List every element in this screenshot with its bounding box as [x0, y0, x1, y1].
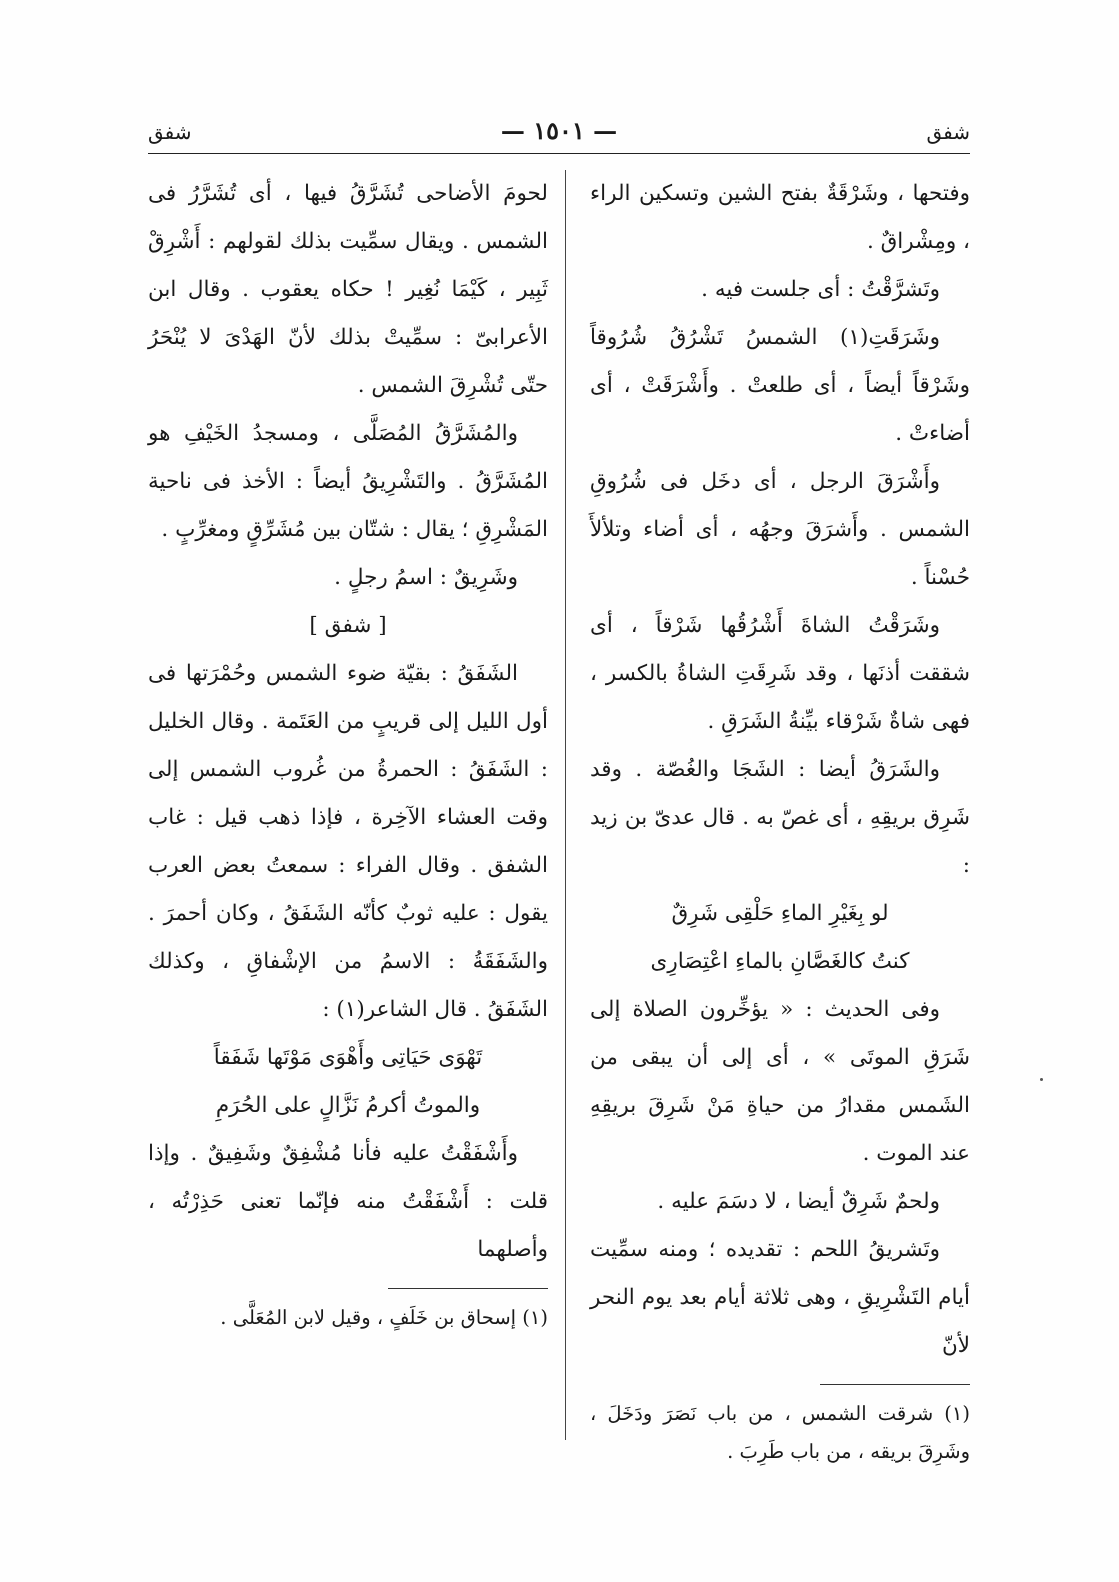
- paragraph: ولحمٌ شَرِقٌ أيضا ، لا دسَمَ عليه .: [657, 1189, 940, 1214]
- running-head-left: شفق: [148, 120, 192, 144]
- footnote: (١) شرقت الشمس ، من باب نَصَرَ ودَخَلَ ، وشَرِقَ بريقه ، من باب طَرِبَ .: [590, 1402, 970, 1463]
- page-header: [148, 112, 970, 152]
- paragraph: وتَشريقُ اللحم : تقديده ؛ ومنه سمِّيت أيام التَشْرِيقِ ، وهى ثلاثة أيام بعد يوم النحر لأنّ: [590, 1237, 970, 1358]
- verse-line: لو بِغَيْرِ الماءِ حَلْقِى شَرِقٌ: [671, 901, 889, 926]
- paragraph: وفى الحديث : « يؤخِّرون الصلاة إلى شَرَقِ الموتَى » ، أى إلى أن يبقى من الشَمس مقدارُ من حياةِ مَنْ شَرِقَ بريقِهِ عند الموت .: [590, 997, 970, 1166]
- paragraph: وأَشْرَقَ الرجل ، أى دخَل فى شُرُوقِ الشمس . وأَشرَقَ وجهُه ، أى أضاء وتلألأَ حُسْناً .: [590, 469, 970, 590]
- left-column: [148, 170, 548, 1337]
- paragraph: وأَشْفَقْتُ عليه فأنا مُشْفِقٌ وشَفِيقٌ . وإذا قلت : أَشْفَقْتُ منه فإنّما تعنى حَذِرْتُه ، وأصلهما: [148, 1141, 548, 1262]
- paragraph: وشَرَقْتُ الشاةَ أَشْرُقُها شَرْقاً ، أى شققت أذنَها ، وقد شَرِقَتِ الشاةُ بالكسر ، فهى شاةٌ شَرْقاء بيِّنةُ الشَرَقِ .: [590, 613, 970, 734]
- right-column: [590, 170, 970, 1471]
- paragraph: والمُشَرَّقُ المُصَلَّى ، ومسجدُ الخَيْفِ هو المُشَرَّقُ . والتَشْرِيقُ أيضاً : الأخذ فى ناحية المَشْرِقِ ؛ يقال : شتّان بين مُشَرِّقٍ ومغرِّبٍ .: [148, 421, 548, 542]
- footnote-rule: [820, 1384, 970, 1385]
- print-speck: [1040, 1078, 1043, 1081]
- verse-line: تَهْوَى حَيَاتِى وأَهْوَى مَوْتَها شَفَقاً: [213, 1045, 483, 1070]
- paragraph: الشَفَقُ : بقيّة ضوء الشمس وحُمْرَتها فى أول الليل إلى قريبٍ من العَتَمة . وقال الخليل : الشَفَقُ : الحمرةُ من غُروب الشمس إلى وقت العشاء الآخِرة ، فإذا ذهب قيل : غاب الشفق . وقال الفراء : سمعتُ بعض العرب يقول : عليه ثوبٌ كأنّه الشَفَقُ ، وكان أحمرَ . والشَفَقَةُ : الاسمُ من الإشْفاقِ ، وكذلك الشَفَقُ . قال الشاعر(١) :: [148, 661, 548, 1022]
- paragraph: والشَرَقُ أيضا : الشَجَا والغُصّة . وقد شَرِق بريقِهِ ، أى غصّ به . قال عدىّ بن زيد :: [590, 757, 970, 878]
- footnote: (١) إسحاق بن خَلَفٍ ، وقيل لابن المُعَلَّى .: [220, 1306, 548, 1329]
- footnote-rule: [388, 1288, 548, 1289]
- paragraph: وفتحها ، وشَرْقَةٌ بفتح الشين وتسكين الراء ، ومِشْراقٌ .: [590, 181, 970, 254]
- header-rule: [148, 153, 970, 154]
- verse-line: والموتُ أكرمُ نَزَّالٍ على الحُرَمِ: [215, 1093, 481, 1118]
- paragraph: وشَرَقَتِ(١) الشمسُ تَشْرُقُ شُرُوقاً وشَرْقاً أيضاً ، أى طلعتْ . وأَشْرَقَتْ ، أى أضاءتْ .: [590, 325, 970, 446]
- paragraph: وتَشرَّقْتُ : أى جلست فيه .: [701, 277, 940, 302]
- page-number: — ١٥٠١ —: [500, 116, 618, 145]
- paragraph: لحومَ الأضاحى تُشَرَّقُ فيها ، أى تُشَرَّرُ فى الشمس . ويقال سمِّيت بذلك لقولهم : أَشْرِقْ ثَبِير ، كَيْمَا نُغِير ! حكاه يعقوب . وقال ابن الأعرابىّ : سمِّيتْ بذلك لأنّ الهَدْىَ لا يُنْحَرُ حتّى تُشْرِقَ الشمس .: [148, 181, 548, 398]
- paragraph: وشَرِيقٌ : اسمُ رجلٍ .: [334, 565, 518, 590]
- verse-line: كنتُ كالغَصَّانِ بالماءِ اعْتِصَارِى: [650, 949, 910, 974]
- running-head-right: شفق: [926, 120, 970, 144]
- entry-heading: [ شفق ]: [309, 613, 387, 638]
- column-divider: [565, 170, 566, 1440]
